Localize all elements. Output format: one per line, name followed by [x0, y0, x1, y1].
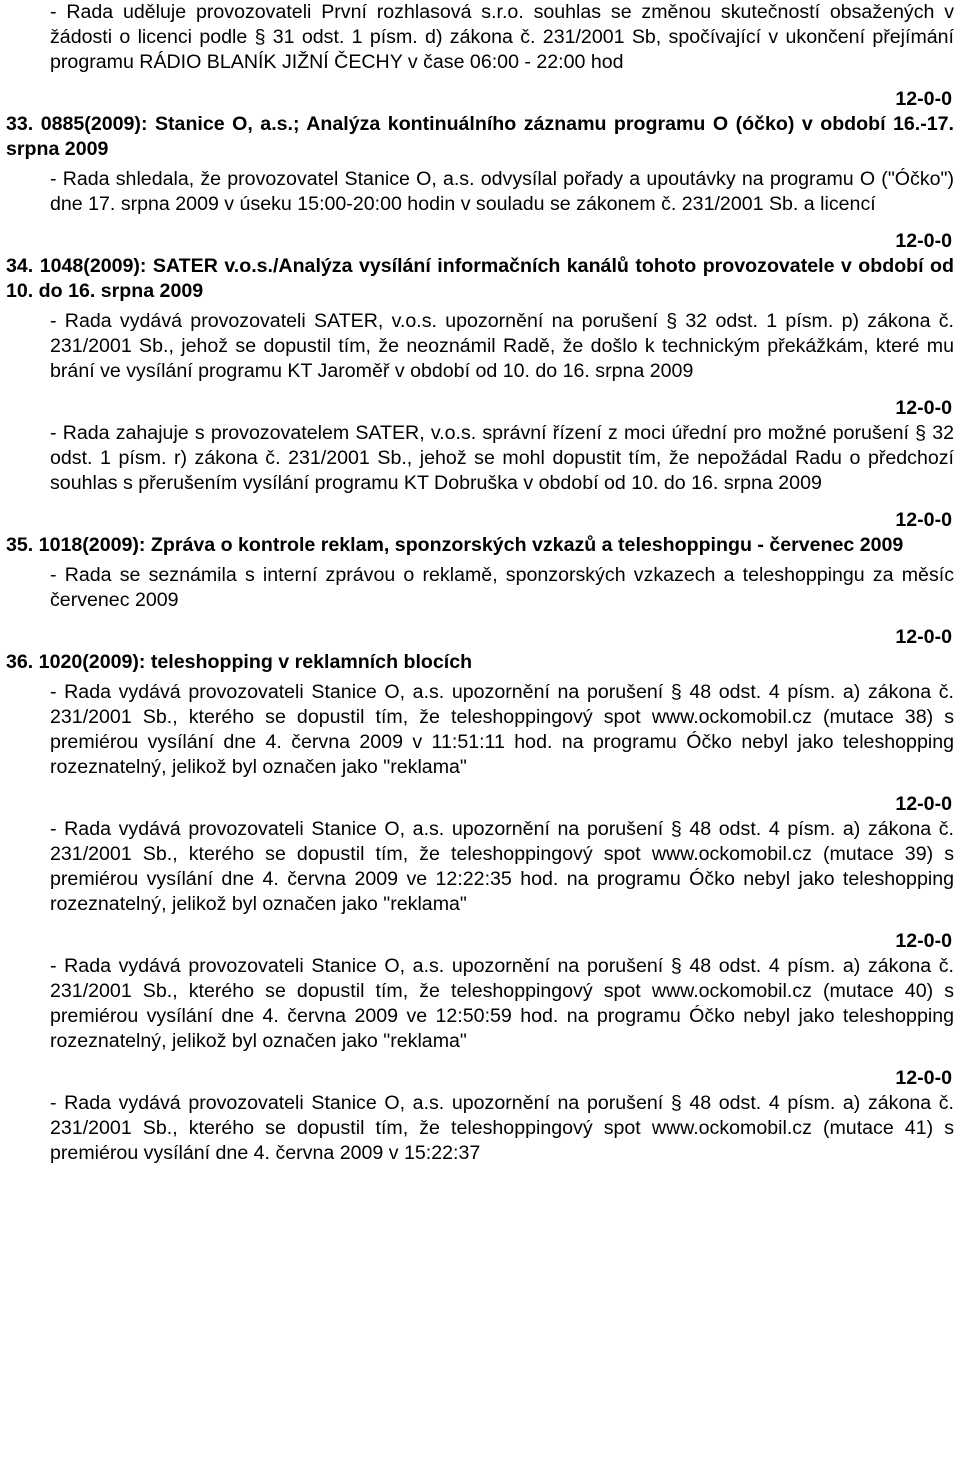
vote-result: 12-0-0 — [895, 1067, 952, 1089]
vote-result: 12-0-0 — [895, 509, 952, 531]
resolution-text: - Rada vydává provozovateli Stanice O, a.s. upozornění na porušení § 48 odst. 4 písm. a) zákona č. 231/2001 Sb., kterého se dopustil tím, že teleshoppingový spot www.ockomobil.cz (mutace 38) s premiérou vysílání dne 4. června 2009 v 11:51:11 hod. na programu Óčko nebyl jako teleshopping rozeznatelný, jelikož byl označen jako "reklama" — [50, 681, 954, 778]
agenda-heading-35: 35. 1018(2009): Zpráva o kontrole reklam, sponzorských vzkazů a teleshoppingu - červenec 2009 — [6, 534, 904, 556]
agenda-heading-34: 34. 1048(2009): SATER v.o.s./Analýza vysílání informačních kanálů tohoto provozovatele v období od 10. do 16. srpna 2009 — [6, 255, 954, 302]
vote-result: 12-0-0 — [895, 793, 952, 815]
resolution-text: - Rada vydává provozovateli Stanice O, a.s. upozornění na porušení § 48 odst. 4 písm. a) zákona č. 231/2001 Sb., kterého se dopustil tím, že teleshoppingový spot www.ockomobil.cz (mutace 41) s premiérou vysílání dne 4. června 2009 v 15:22:37 — [50, 1092, 954, 1164]
resolution-text: - Rada uděluje provozovateli První rozhlasová s.r.o. souhlas se změnou skutečností obsažených v žádosti o licenci podle § 31 odst. 1 písm. d) zákona č. 231/2001 Sb, spočívající v ukončení přejímání programu RÁDIO BLANÍK JIŽNÍ ČECHY v čase 06:00 - 22:00 hod — [50, 1, 954, 73]
vote-result: 12-0-0 — [895, 230, 952, 252]
agenda-heading-36: 36. 1020(2009): teleshopping v reklamních blocích — [6, 651, 473, 673]
vote-result: 12-0-0 — [895, 930, 952, 952]
resolution-text: - Rada vydává provozovateli Stanice O, a.s. upozornění na porušení § 48 odst. 4 písm. a) zákona č. 231/2001 Sb., kterého se dopustil tím, že teleshoppingový spot www.ockomobil.cz (mutace 40) s premiérou vysílání dne 4. června 2009 ve 12:50:59 hod. na programu Óčko nebyl jako teleshopping rozeznatelný, jelikož byl označen jako "reklama" — [50, 955, 954, 1052]
vote-result: 12-0-0 — [895, 626, 952, 648]
resolution-text: - Rada shledala, že provozovatel Stanice O, a.s. odvysílal pořady a upoutávky na programu O ("Óčko") dne 17. srpna 2009 v úseku 15:00-20:00 hodin v souladu se zákonem č. 231/2001 Sb. a licencí — [50, 168, 954, 215]
agenda-heading-33: 33. 0885(2009): Stanice O, a.s.; Analýza kontinuálního záznamu programu O (óčko) v období 16.-17. srpna 2009 — [6, 113, 954, 160]
resolution-text: - Rada se seznámila s interní zprávou o reklamě, sponzorských vzkazech a teleshoppingu za měsíc červenec 2009 — [50, 564, 954, 611]
resolution-text: - Rada vydává provozovateli SATER, v.o.s. upozornění na porušení § 32 odst. 1 písm. p) zákona č. 231/2001 Sb., jehož se dopustil tím, že neoznámil Radě, že došlo k technickým překážkám, které mu brání ve vysílání programu KT Jaroměř v období od 10. do 16. srpna 2009 — [50, 310, 954, 382]
resolution-text: - Rada vydává provozovateli Stanice O, a.s. upozornění na porušení § 48 odst. 4 písm. a) zákona č. 231/2001 Sb., kterého se dopustil tím, že teleshoppingový spot www.ockomobil.cz (mutace 39) s premiérou vysílání dne 4. června 2009 ve 12:22:35 hod. na programu Óčko nebyl jako teleshopping rozeznatelný, jelikož byl označen jako "reklama" — [50, 818, 954, 915]
vote-result: 12-0-0 — [895, 397, 952, 419]
vote-result: 12-0-0 — [895, 88, 952, 110]
resolution-text: - Rada zahajuje s provozovatelem SATER, v.o.s. správní řízení z moci úřední pro možné porušení § 32 odst. 1 písm. r) zákona č. 231/2001 Sb., jehož se mohl dopustit tím, že nepožádal Radu o předchozí souhlas s přerušením vysílání programu KT Dobruška v období od 10. do 16. srpna 2009 — [50, 422, 954, 494]
